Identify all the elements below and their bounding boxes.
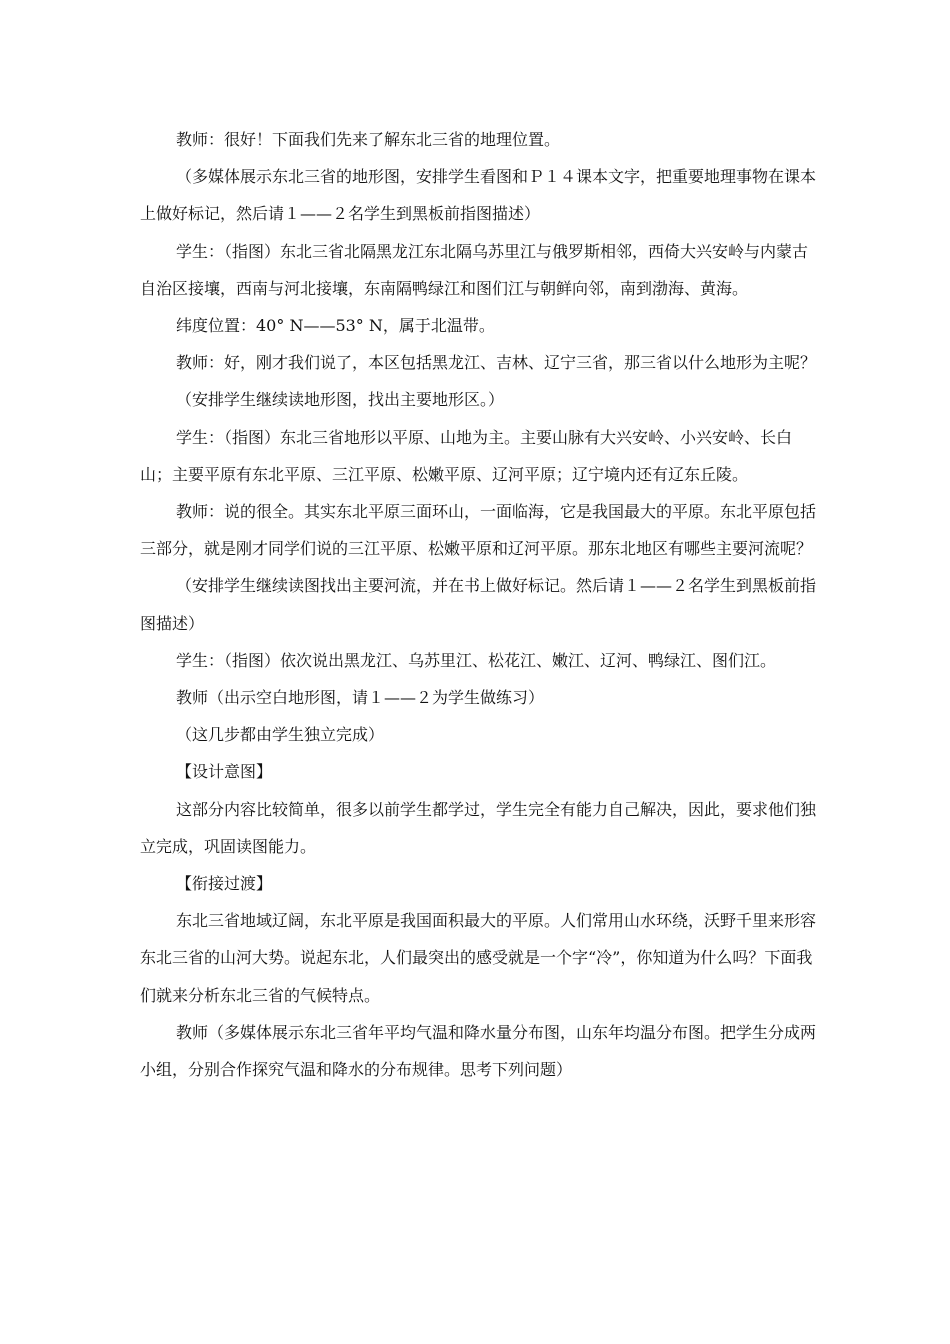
paragraph-student-borders: 学生：（指图）东北三省北隔黑龙江东北隔乌苏里江与俄罗斯相邻，西倚大兴安岭与内蒙古自治区接壤，西南与河北接壤，东南隔鸭绿江和图们江与朝鲜向邻，南到渤海、黄海。 [140,241,809,298]
paragraph-find-rivers: （安排学生继续读图找出主要河流，并在书上做好标记。然后请１——２名学生到黑板前指图描述） [140,576,817,633]
paragraph-student-rivers: 学生：（指图）依次说出黑龙江、乌苏里江、松花江、嫩江、辽河、鸭绿江、图们江。 [176,650,777,670]
paragraph-read-terrain-map: （安排学生继续读地形图，找出主要地形区。） [176,390,505,410]
paragraph-teacher-terrain-question: 教师：好，刚才我们说了，本区包括黑龙江、吉林、辽宁三省，那三省以什么地形为主呢？ [176,353,817,373]
paragraph-blank-map-exercise: 教师（出示空白地形图，请１——２为学生做练习） [176,688,545,708]
paragraph-student-terrain: 学生：（指图）东北三省地形以平原、山地为主。主要山脉有大兴安岭、小兴安岭、长白山；主要平原有东北平原、三江平原、松嫩平原、辽河平原；辽宁境内还有辽东丘陵。 [140,427,793,484]
heading-transition: 【衔接过渡】 [176,874,273,894]
paragraph-teacher-location-intro: 教师：很好！下面我们先来了解东北三省的地理位置。 [176,130,561,149]
paragraph-latitude: 纬度位置：40° N——53° N，属于北温带。 [176,316,495,336]
paragraph-teacher-plain-rivers: 教师：说的很全。其实东北平原三面环山，一面临海，它是我国最大的平原。东北平原包括三部分，就是刚才同学们说的三江平原、松嫩平原和辽河平原。那东北地区有哪些主要河流呢？ [140,502,817,559]
heading-design-intent: 【设计意图】 [176,762,273,782]
paragraph-independent-work: （这几步都由学生独立完成） [176,725,385,745]
paragraph-climate-activity: 教师（多媒体展示东北三省年平均气温和降水量分布图，山东年均温分布图。把学生分成两小组，分别合作探究气温和降水的分布规律。思考下列问题） [140,1022,817,1080]
paragraph-multimedia-terrain-map: （多媒体展示东北三省的地形图，安排学生看图和Ｐ１４课本文字，把重要地理事物在课本上做好标记，然后请１——２名学生到黑板前指图描述） [140,167,817,224]
paragraph-design-intent: 这部分内容比较简单，很多以前学生都学过，学生完全有能力自己解决，因此，要求他们独立完成，巩固读图能力。 [140,799,817,856]
paragraph-transition: 东北三省地域辽阔，东北平原是我国面积最大的平原。人们常用山水环绕，沃野千里来形容东北三省的山河大势。说起东北，人们最突出的感受就是一个字“冷”，你知道为什么吗？下面我们就来分析东北三省的气候特点。 [140,911,817,1005]
